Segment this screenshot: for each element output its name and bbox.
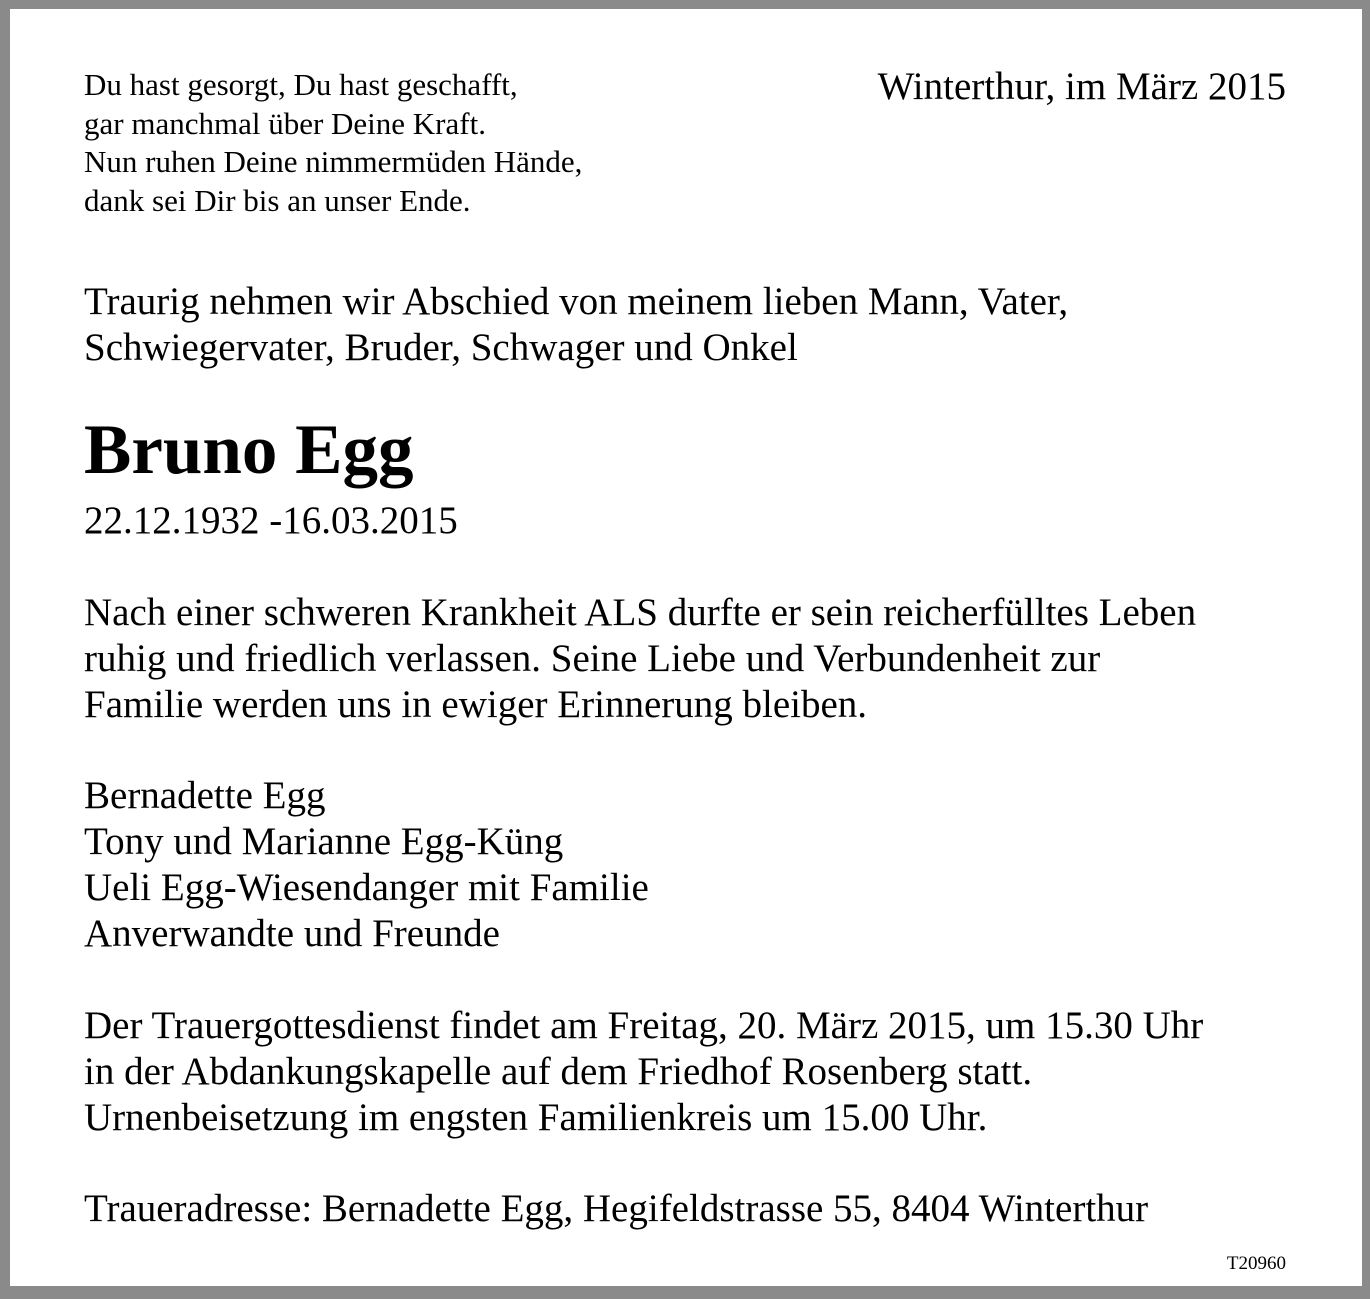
- mourning-address: Traueradresse: Bernadette Egg, Hegifeldstrasse 55, 8404 Winterthur: [84, 1187, 1149, 1230]
- poem-line: dank sei Dir bis an unser Ende.: [84, 182, 471, 218]
- funeral-service-info: [84, 1003, 1203, 1141]
- poem-line: Du hast gesorgt, Du hast geschafft,: [84, 67, 518, 102]
- mourner-name: Bernadette Egg: [84, 774, 326, 817]
- message-line: ruhig und friedlich verlassen. Seine Liebe und Verbundenheit zur: [84, 637, 1101, 680]
- mourner-name: Tony und Marianne Egg-Küng: [84, 820, 564, 863]
- message-line: Nach einer schweren Krankheit ALS durfte er sein reicherfülltes Leben: [84, 591, 1197, 634]
- poem-line: Nun ruhen Deine nimmermüden Hände,: [84, 144, 583, 179]
- place-and-date: Winterthur, im März 2015: [877, 65, 1286, 108]
- service-line: Urnenbeisetzung im engsten Familienkreis um 15.00 Uhr.: [84, 1096, 988, 1139]
- intro-line: Schwiegervater, Bruder, Schwager und Onkel: [84, 326, 798, 369]
- deceased-name: Bruno Egg: [84, 411, 414, 489]
- announcement-intro: [84, 279, 1068, 371]
- intro-line: Traurig nehmen wir Abschied von meinem lieben Mann, Vater,: [84, 280, 1069, 323]
- mourner-name: Ueli Egg-Wiesendanger mit Familie: [84, 866, 649, 909]
- reference-code: T20960: [1226, 1253, 1286, 1274]
- service-line: Der Trauergottesdienst findet am Freitag, 20. März 2015, um 15.30 Uhr: [84, 1004, 1204, 1047]
- memorial-poem: [84, 66, 582, 220]
- message-line: Familie werden uns in ewiger Erinnerung bleiben.: [84, 683, 868, 726]
- poem-line: gar manchmal über Deine Kraft.: [84, 105, 486, 141]
- mourner-name: Anverwandte und Freunde: [84, 912, 500, 955]
- life-dates: 22.12.1932 -16.03.2015: [84, 499, 458, 542]
- service-line: in der Abdankungskapelle auf dem Friedhof Rosenberg statt.: [84, 1050, 1033, 1093]
- farewell-message: [84, 590, 1196, 728]
- mourners-list: [84, 773, 649, 957]
